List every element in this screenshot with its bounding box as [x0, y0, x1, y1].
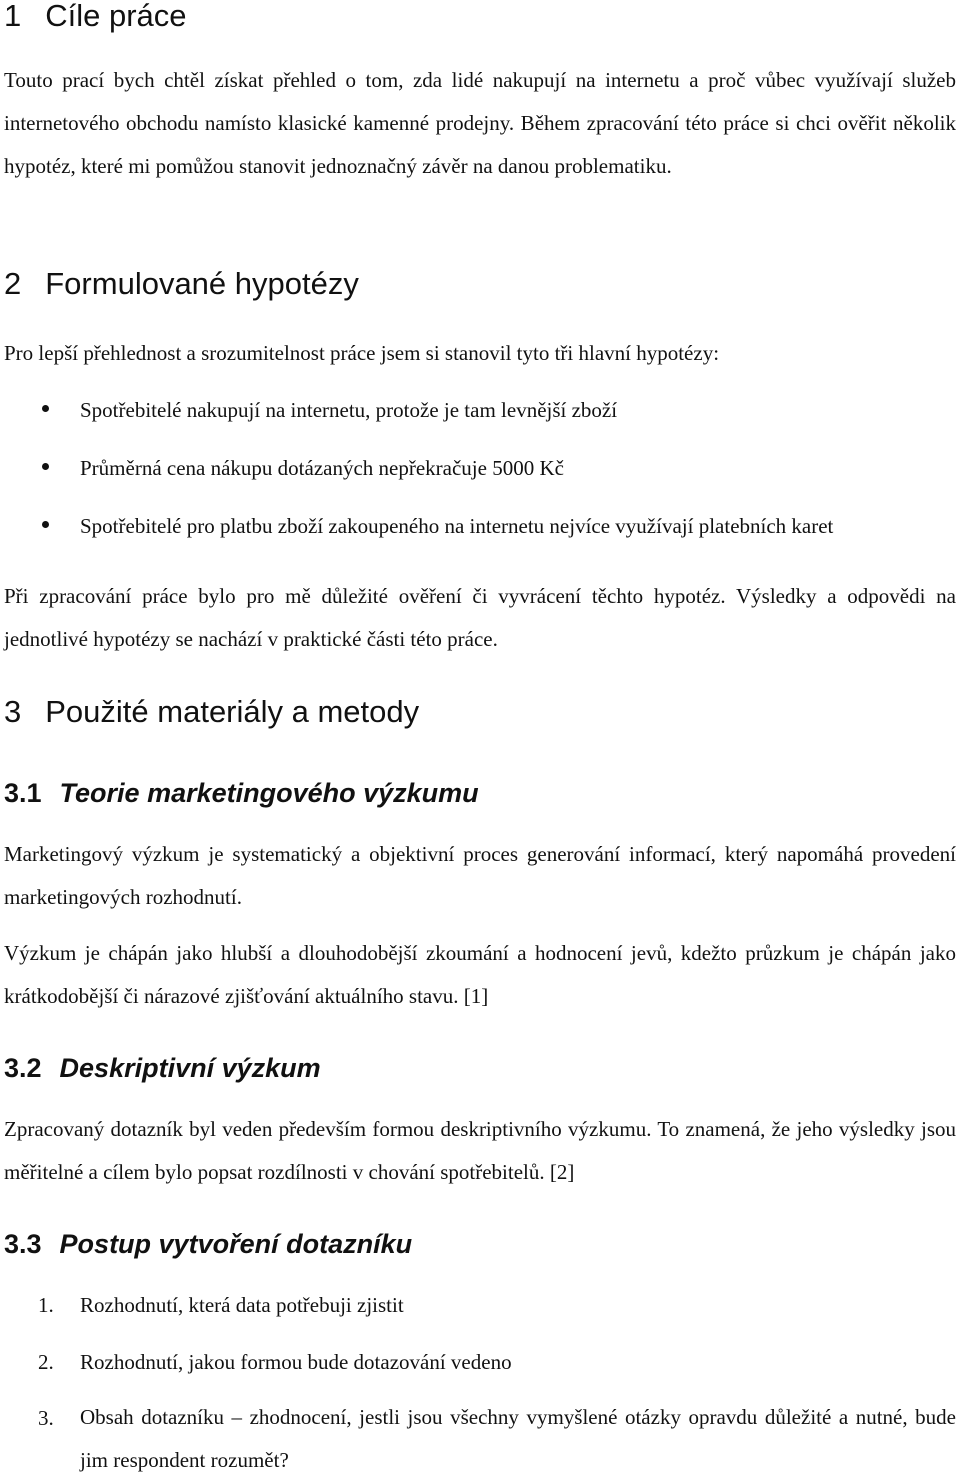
hypotheses-intro: Pro lepší přehlednost a srozumitelnost práce jsem si stanovil tyto tři hlavní hypotézy:	[4, 341, 720, 365]
section-title: Cíle práce	[45, 0, 187, 33]
list-number: 1.	[38, 1293, 54, 1317]
subsection-3-3-heading	[4, 1228, 412, 1260]
section-number: 3	[4, 694, 22, 729]
section-1-paragraph: Touto prací bych chtěl získat přehled o tom, zda lidé nakupují na internetu a proč vůbec využívají služeb internetového obchodu namísto klasické kamenné prodejny. Během zpracování této práce si chci ověřit několik hypotéz, které mi pomůžou stanovit jednoznačný závěr na danou problematiku.	[4, 68, 956, 178]
section-1-heading	[4, 0, 187, 34]
subsection-number: 3.1	[4, 778, 42, 808]
bullet-icon	[42, 405, 49, 412]
hypothesis-item: Spotřebitelé pro platbu zboží zakoupeného na internetu nejvíce využívají platebních karet	[80, 514, 834, 538]
subsection-3-1-paragraph-1: Marketingový výzkum je systematický a objektivní proces generování informací, který napomáhá provedení marketingových rozhodnutí.	[4, 842, 956, 909]
bullet-icon	[42, 521, 49, 528]
list-number: 3.	[38, 1406, 54, 1430]
bullet-icon	[42, 463, 49, 470]
subsection-3-1-paragraph-2: Výzkum je chápán jako hlubší a dlouhodobější zkoumání a hodnocení jevů, kdežto průzkum je chápán jako krátkodobější či nárazové zjišťování aktuálního stavu. [1]	[4, 941, 956, 1008]
subsection-title: Postup vytvoření dotazníku	[59, 1229, 413, 1259]
subsection-3-2-heading	[4, 1052, 321, 1084]
section-3-heading	[4, 694, 419, 730]
list-number: 2.	[38, 1350, 54, 1374]
list-item: Obsah dotazníku – zhodnocení, jestli jsou všechny vymyšlené otázky opravdu důležité a nutné, bude jim respondent rozumět?	[80, 1405, 956, 1472]
section-title: Použité materiály a metody	[45, 694, 420, 729]
section-number: 2	[4, 266, 22, 301]
subsection-number: 3.2	[4, 1053, 42, 1083]
subsection-3-1-heading	[4, 777, 479, 809]
subsection-number: 3.3	[4, 1229, 42, 1259]
subsection-title: Teorie marketingového výzkumu	[59, 778, 479, 808]
subsection-title: Deskriptivní výzkum	[59, 1053, 321, 1083]
section-2-heading	[4, 266, 359, 302]
hypothesis-item: Průměrná cena nákupu dotázaných nepřekračuje 5000 Kč	[80, 456, 564, 480]
hypothesis-item: Spotřebitelé nakupují na internetu, protože je tam levnější zboží	[80, 398, 618, 422]
subsection-3-2-paragraph: Zpracovaný dotazník byl veden především formou deskriptivního výzkumu. To znamená, že jeho výsledky jsou měřitelné a cílem bylo popsat rozdílnosti v chování spotřebitelů. [2]	[4, 1117, 956, 1184]
list-item: Rozhodnutí, jakou formou bude dotazování vedeno	[80, 1350, 512, 1374]
list-item: Rozhodnutí, která data potřebuji zjistit	[80, 1293, 404, 1317]
hypotheses-closing: Při zpracování práce bylo pro mě důležité ověření či vyvrácení těchto hypotéz. Výsledky a odpovědi na jednotlivé hypotézy se nachází v praktické části této práce.	[4, 584, 956, 651]
section-number: 1	[4, 0, 22, 33]
section-title: Formulované hypotézy	[45, 266, 359, 301]
